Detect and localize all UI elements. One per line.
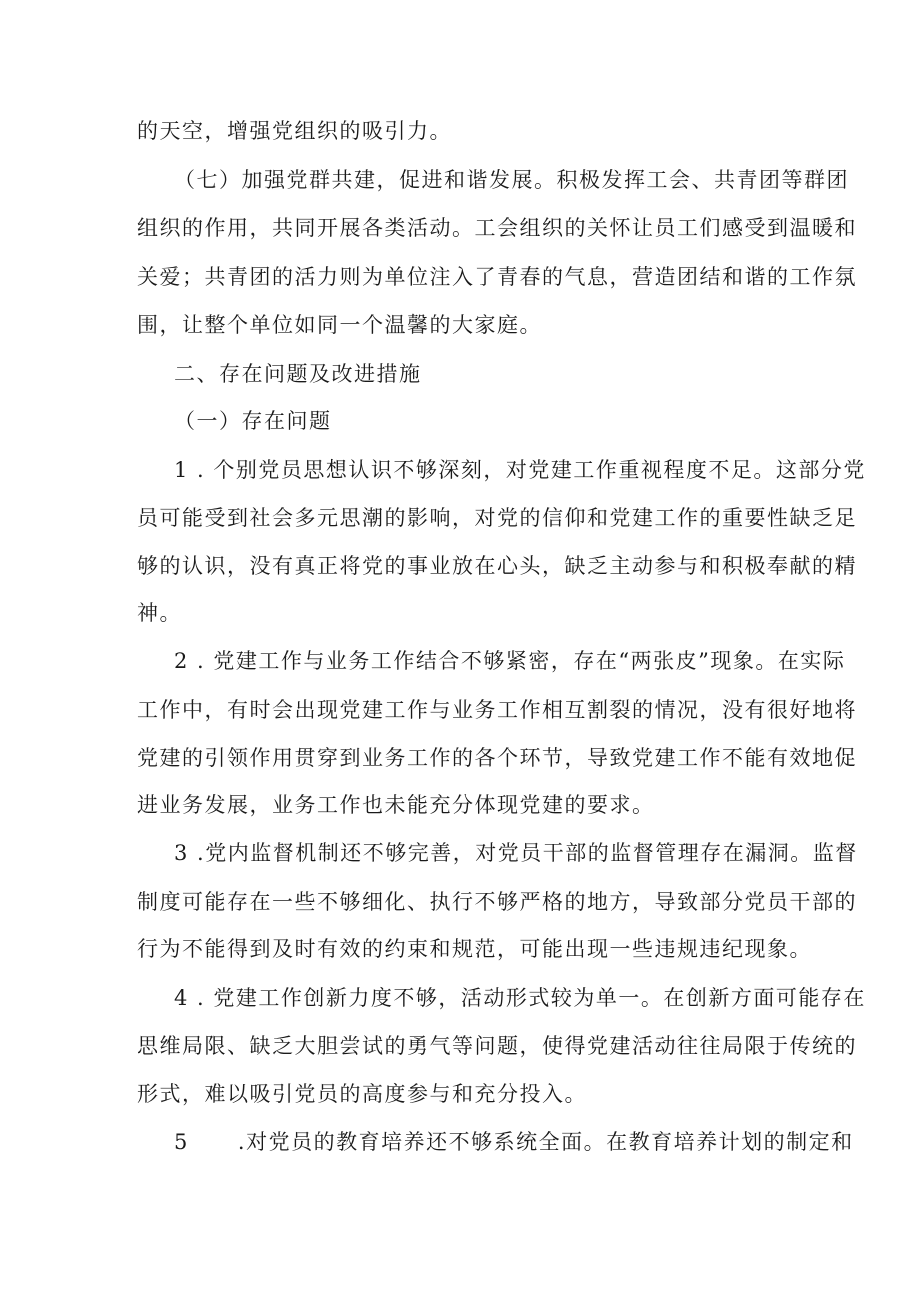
- text-line: 围，让整个单位如同一个温馨的大家庭。: [137, 313, 542, 337]
- item-1-line: 1 . 个别党员思想认识不够深刻，对党建工作重视程度不足。这部分党: [174, 458, 866, 482]
- text-line: 进业务发展，业务工作也未能充分体现党建的要求。: [137, 793, 655, 817]
- section-7-heading: （七）加强党群共建，促进和谐发展。积极发挥工会、共青团等群团: [174, 168, 849, 192]
- text-line: 的天空，增强党组织的吸引力。: [137, 119, 452, 143]
- text-line: 形式，难以吸引党员的高度参与和充分投入。: [137, 1082, 587, 1106]
- item-3-line: 3 .党内监督机制还不够完善，对党员干部的监督管理存在漏洞。监督: [174, 841, 858, 865]
- subsection-1-heading: （一）存在问题: [174, 409, 332, 433]
- text-line: 工作中，有时会出现党建工作与业务工作相互割裂的情况，没有很好地将: [137, 698, 857, 722]
- text-line: 行为不能得到及时有效的约束和规范，可能出现一些违规违纪现象。: [137, 937, 812, 961]
- text-line: 员可能受到社会多元思潮的影响，对党的信仰和党建工作的重要性缺乏足: [137, 506, 857, 530]
- text-line: 思维局限、缺乏大胆尝试的勇气等问题，使得党建活动往往局限于传统的: [137, 1034, 857, 1058]
- item-4-line: 4 . 党建工作创新力度不够，活动形式较为单一。在创新方面可能存在: [174, 986, 866, 1010]
- item-2-line: 2 . 党建工作与业务工作结合不够紧密，存在“两张皮”现象。在实际: [174, 649, 846, 673]
- text-line: 神。: [137, 601, 182, 625]
- section-2-heading: 二、存在问题及改进措施: [174, 362, 422, 386]
- text-line: 关爱；共青团的活力则为单位注入了青春的气息，营造团结和谐的工作氛: [137, 265, 857, 289]
- text-line: 够的认识，没有真正将党的事业放在心头，缺乏主动参与和积极奉献的精: [137, 554, 857, 578]
- text-line: 制度可能存在一些不够细化、执行不够严格的地方，导致部分党员干部的: [137, 890, 857, 914]
- text-line: 组织的作用，共同开展各类活动。工会组织的关怀让员工们感受到温暖和: [137, 216, 857, 240]
- text-line: 党建的引领作用贯穿到业务工作的各个环节，导致党建工作不能有效地促: [137, 746, 857, 770]
- item-5-line: 5 .对党员的教育培养还不够系统全面。在教育培养计划的制定和: [174, 1130, 854, 1154]
